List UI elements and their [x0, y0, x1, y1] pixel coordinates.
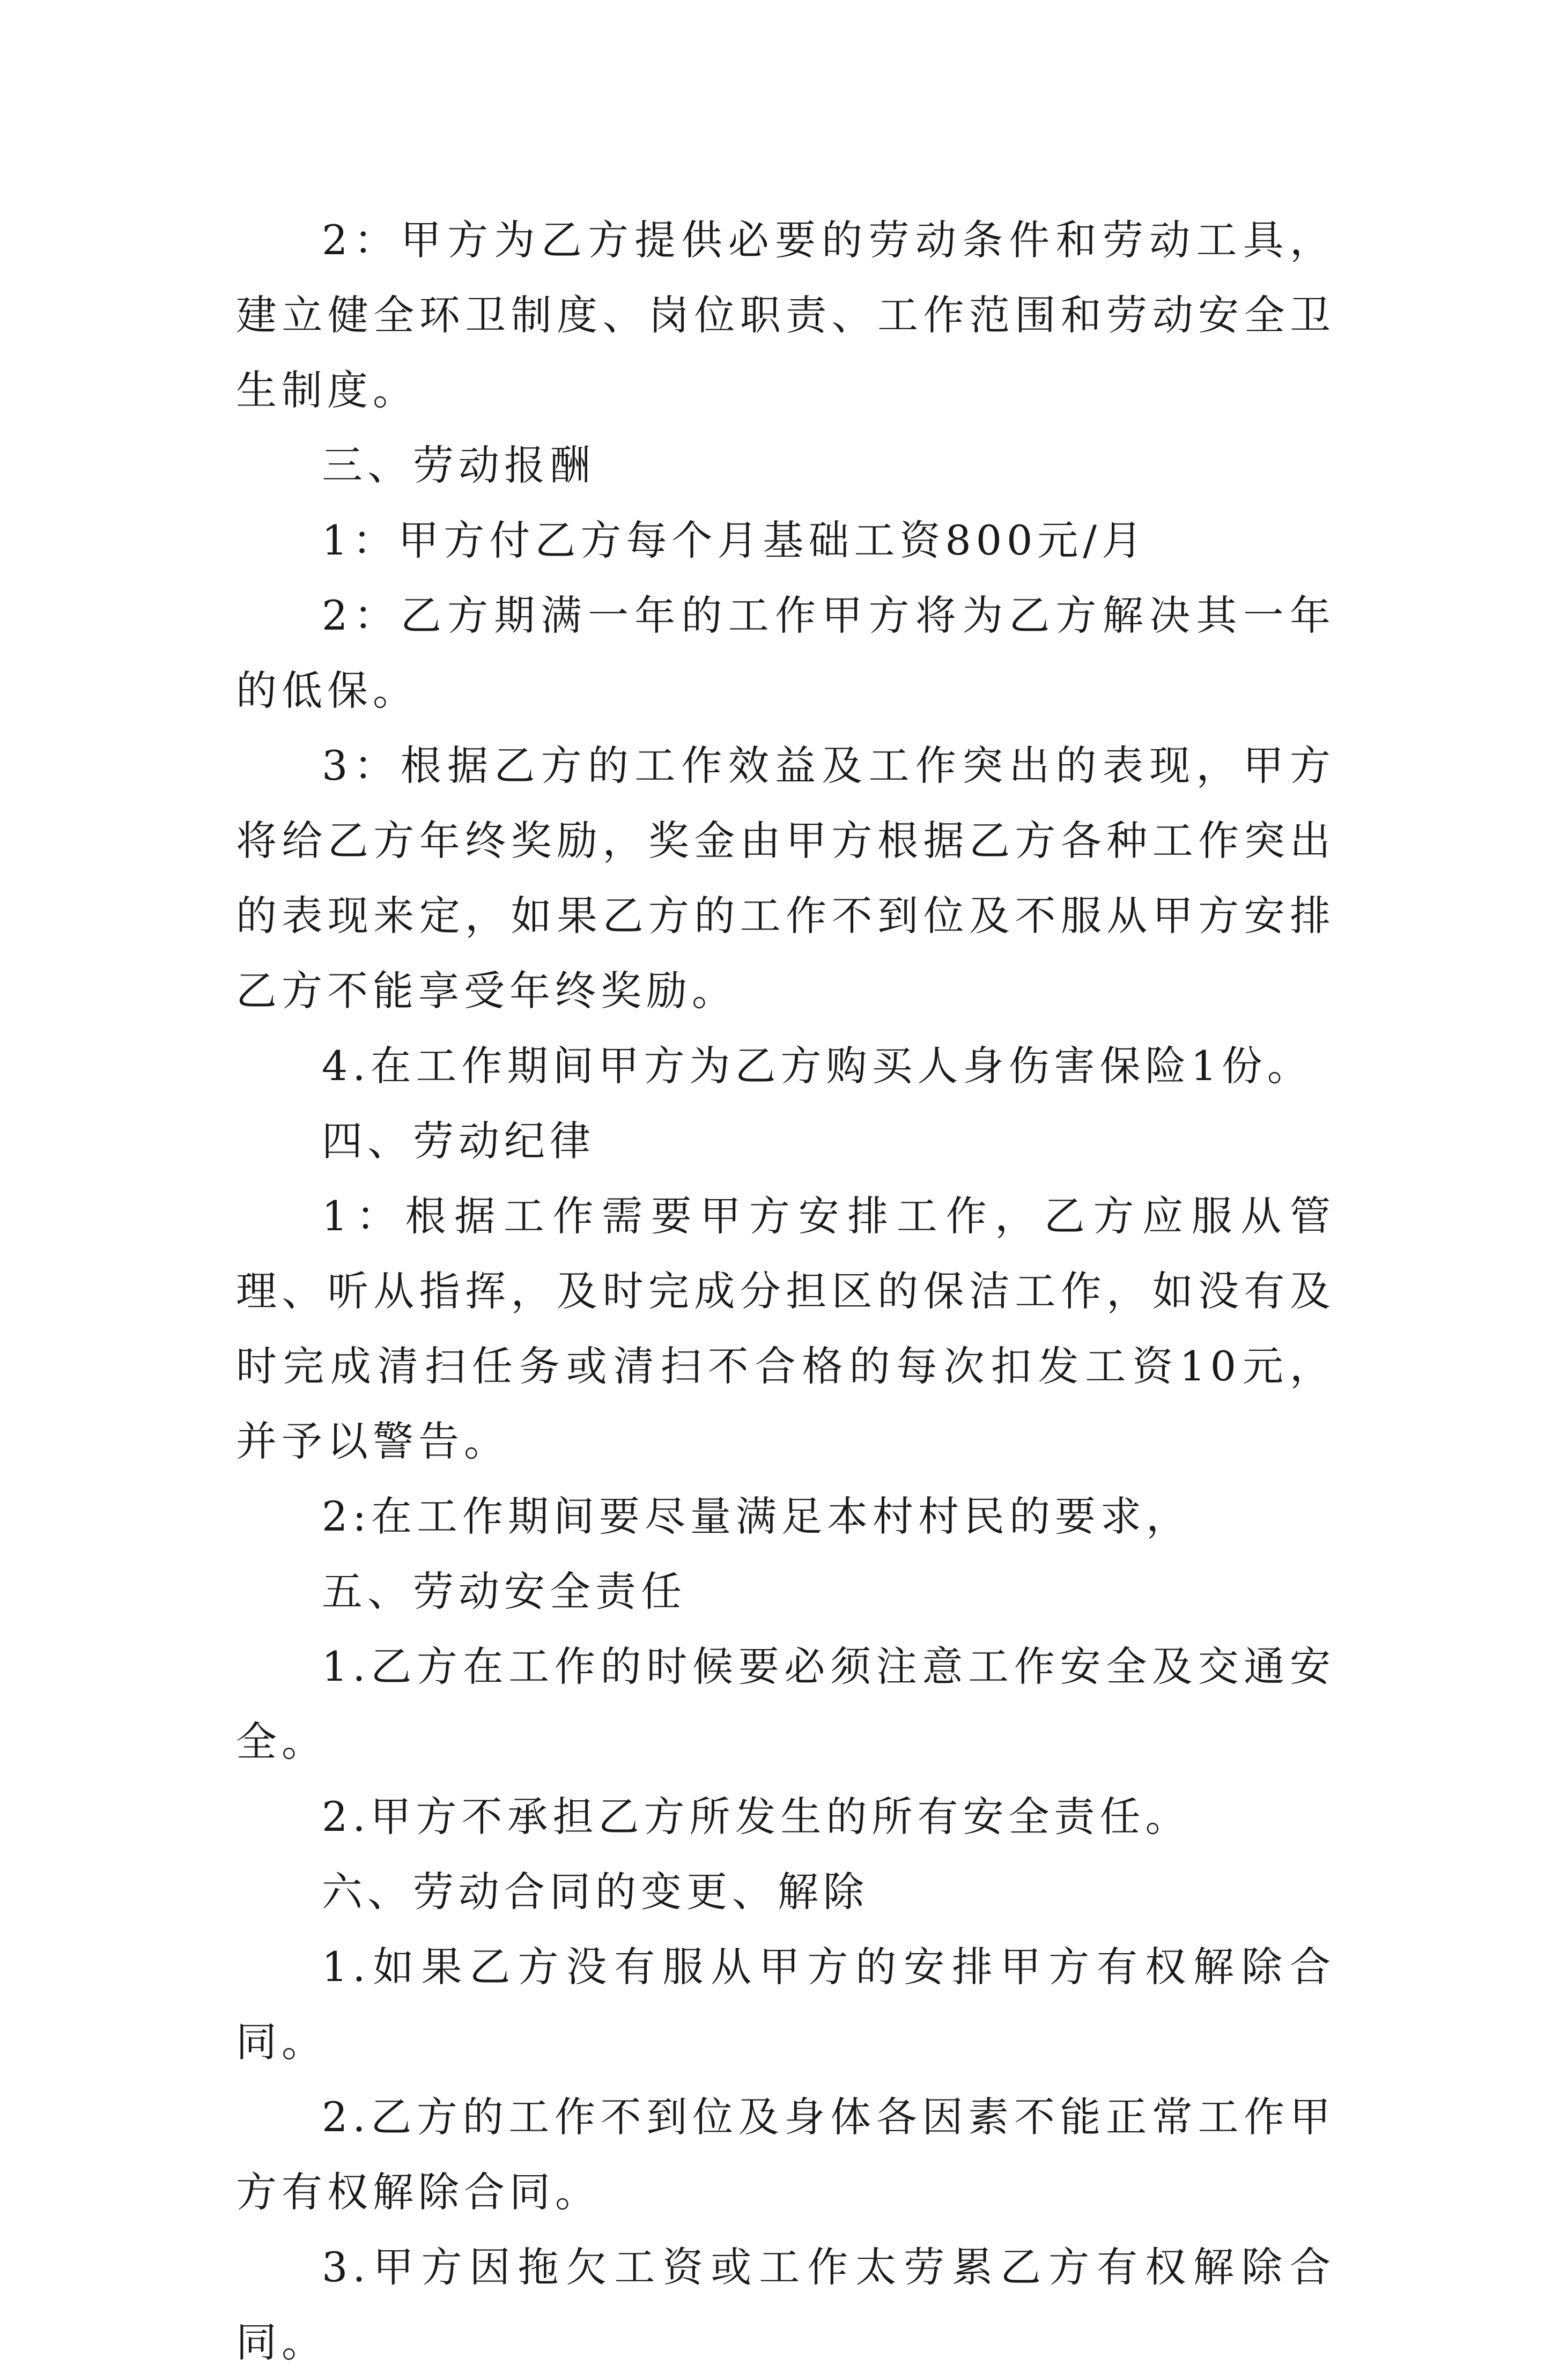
paragraph-terminate-wage-arrears: 3.甲方因拖欠工资或工作太劳累乙方有权解除合同。	[236, 2243, 1335, 2366]
paragraph-low-income-insurance: 2：乙方期满一年的工作甲方将为乙方解决其一年的低保。	[236, 592, 1335, 714]
section-heading-safety: 五、劳动安全责任	[322, 1568, 686, 1615]
section-heading-contract-change: 六、劳动合同的变更、解除	[322, 1868, 869, 1916]
document-body	[236, 203, 1335, 2380]
paragraph-work-traffic-safety: 1.乙方在工作的时候要必须注意工作安全及交通安全。	[236, 1643, 1335, 1765]
paragraph-no-safety-liability: 2.甲方不承担乙方所发生的所有安全责任。	[322, 1793, 1191, 1841]
paragraph-year-end-bonus: 3：根据乙方的工作效益及工作突出的表现，甲方将给乙方年终奖励，奖金由甲方根据乙方各种工作突出的表现来定，如果乙方的工作不到位及不服从甲方安排乙方不能享受年终奖励。	[236, 742, 1335, 1015]
section-heading-discipline: 四、劳动纪律	[322, 1117, 595, 1165]
section-heading-remuneration: 三、劳动报酬	[322, 441, 595, 489]
paragraph-terminate-disobey: 1.如果乙方没有服从甲方的安排甲方有权解除合同。	[236, 1943, 1335, 2066]
paragraph-base-salary: 1：甲方付乙方每个月基础工资800元/月	[322, 516, 1148, 564]
paragraph-terminate-inability: 2.乙方的工作不到位及身体各因素不能正常工作甲方有权解除合同。	[236, 2093, 1335, 2216]
paragraph-follow-management: 1：根据工作需要甲方安排工作，乙方应服从管理、听从指挥，及时完成分担区的保洁工作，如没有及时完成清扫任务或清扫不合格的每次扣发工资10元，并予以警告。	[236, 1192, 1335, 1465]
paragraph-provide-conditions: 2：甲方为乙方提供必要的劳动条件和劳动工具，建立健全环卫制度、岗位职责、工作范围和劳动安全卫生制度。	[236, 216, 1335, 414]
paragraph-injury-insurance: 4.在工作期间甲方为乙方购买人身伤害保险1份。	[322, 1042, 1313, 1090]
paragraph-villager-requests: 2:在工作期间要尽量满足本村村民的要求，	[322, 1492, 1192, 1540]
